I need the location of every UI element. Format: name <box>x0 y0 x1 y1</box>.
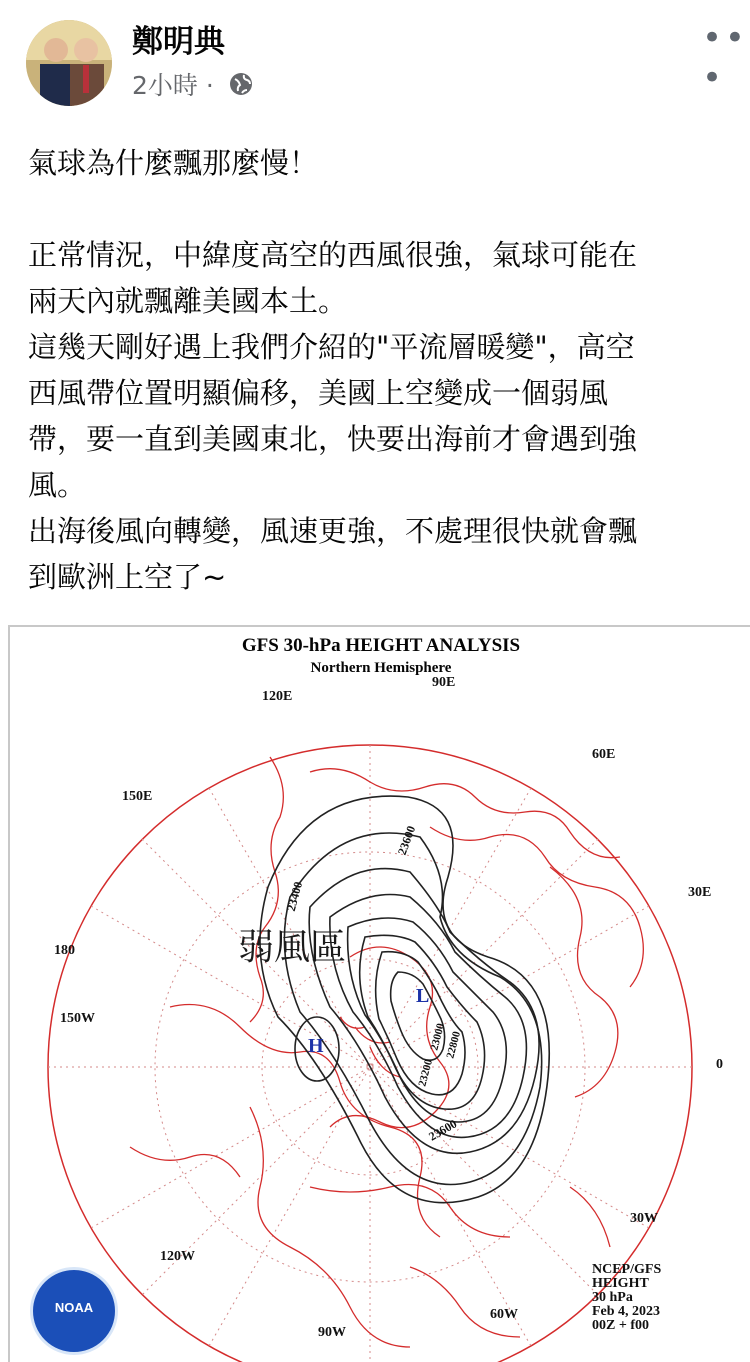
contour-label: 23400 <box>283 880 306 913</box>
avatar[interactable] <box>26 20 112 106</box>
post-line: 正常情況，中緯度高空的西風很強，氣球可能在 <box>28 238 638 272</box>
info-line: 30 hPa <box>592 1290 633 1305</box>
post-line: 西風帶位置明顯偏移，美國上空變成一個弱風 <box>28 376 609 410</box>
lon-label: 30E <box>688 885 712 900</box>
post-image-weather-map[interactable] <box>8 625 750 1362</box>
post-line: 帶，要一直到美國東北，快要出海前才會遇到強 <box>28 422 638 456</box>
lon-label: 30W <box>630 1211 658 1226</box>
lon-label: 120E <box>262 689 293 704</box>
post-time[interactable]: 2小時 · <box>132 71 214 100</box>
low-pressure-marker: L <box>416 985 430 1007</box>
lon-label: 60W <box>490 1307 518 1322</box>
weak-wind-annotation: 弱風區 <box>238 927 347 968</box>
info-line: HEIGHT <box>592 1276 649 1291</box>
lon-label: 150E <box>122 789 153 804</box>
post-header <box>0 0 750 120</box>
contour-label: 22800 <box>444 1030 464 1060</box>
figure-title: GFS 30-hPa HEIGHT ANALYSIS <box>241 635 521 656</box>
polar-map <box>10 627 750 1362</box>
lon-label: 150W <box>60 1011 95 1026</box>
post-line-empty <box>28 186 750 232</box>
author-name[interactable]: 鄭明典 <box>132 24 225 60</box>
post-line: 兩天內就飄離美國本土。 <box>28 284 348 318</box>
high-pressure-marker: H <box>308 1035 324 1057</box>
contour-label: 23000 <box>428 1022 448 1052</box>
lon-label: 120W <box>160 1249 195 1264</box>
post-body <box>28 140 750 600</box>
contour-label: 23200 <box>416 1058 436 1088</box>
figure-subtitle: Northern Hemisphere <box>310 660 452 676</box>
info-line: 00Z + f00 <box>592 1318 649 1333</box>
post-meta <box>132 66 254 103</box>
noaa-logo <box>30 1267 118 1355</box>
lon-label: 90W <box>318 1325 346 1340</box>
figure-info <box>592 1263 661 1333</box>
lon-label: 0 <box>716 1057 723 1072</box>
noaa-logo-text: NOAA <box>54 1300 94 1315</box>
post-line: 出海後風向轉變，風速更強，不處理很快就會飄 <box>28 514 638 548</box>
post-line: 風。 <box>28 468 87 502</box>
info-line: NCEP/GFS <box>592 1262 662 1277</box>
contour-label: 23600 <box>394 823 419 857</box>
more-dots-icon[interactable]: • • • <box>702 18 741 98</box>
info-line: Feb 4, 2023 <box>592 1304 661 1319</box>
lon-label: 60E <box>592 747 616 762</box>
contour-label: 23600 <box>426 1116 460 1144</box>
post-line: 到歐洲上空了~ <box>28 560 227 594</box>
globe-icon <box>228 71 254 103</box>
post-line: 氣球為什麼飄那麼慢！ <box>28 146 319 180</box>
lon-label: 180 <box>54 943 75 958</box>
post-line: 這幾天剛好遇上我們介紹的"平流層暖變"，高空 <box>28 330 635 364</box>
lon-label: 90E <box>432 675 456 690</box>
